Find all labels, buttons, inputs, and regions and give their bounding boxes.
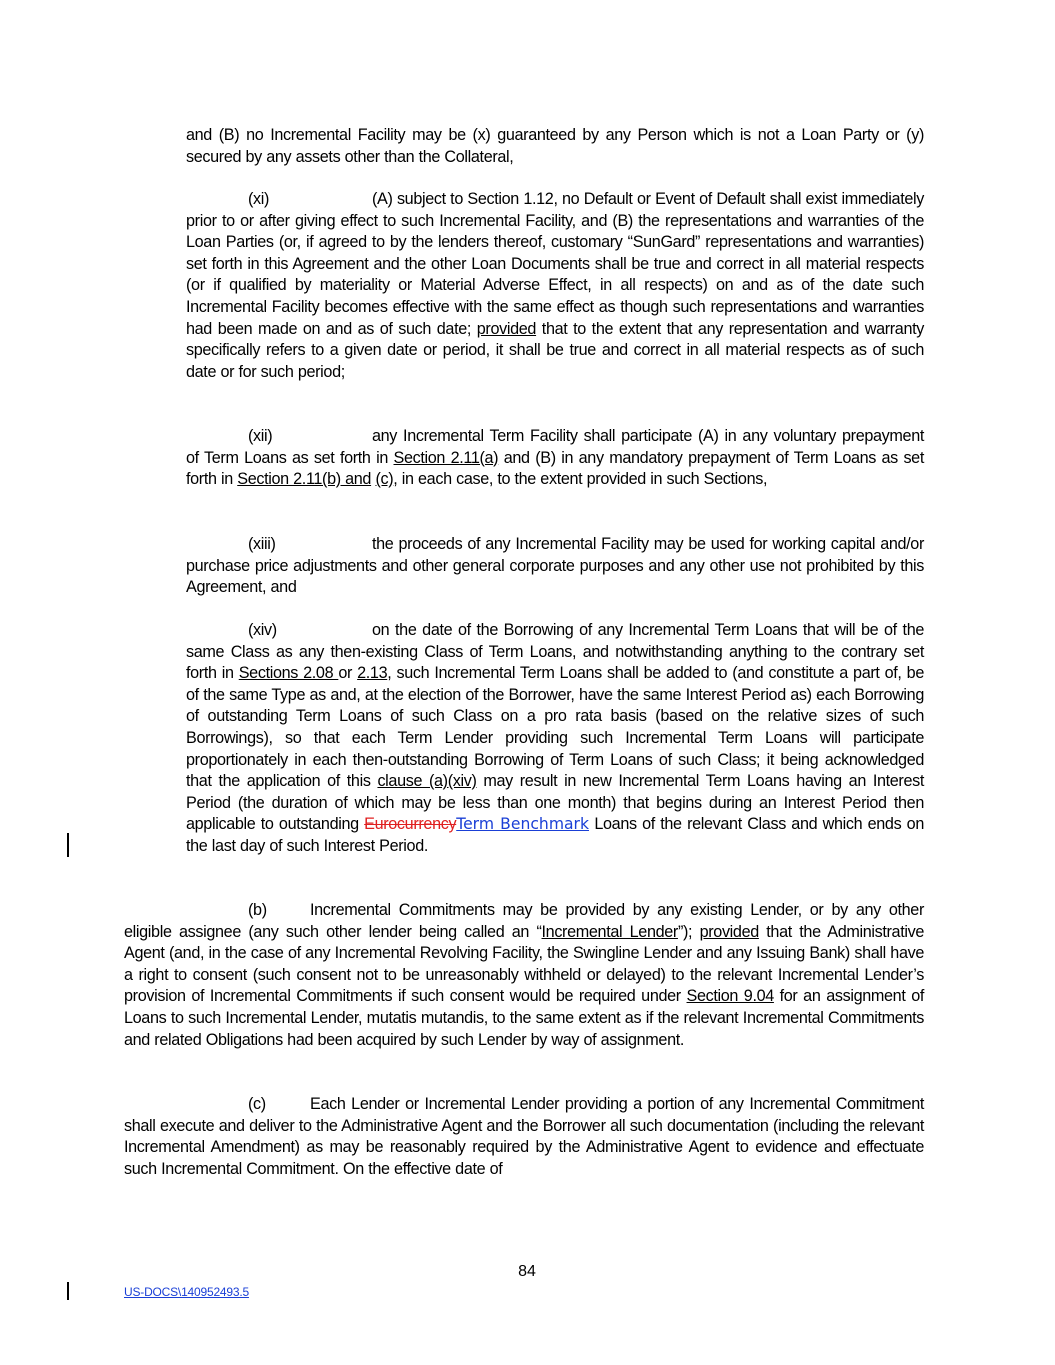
paragraph-number: (b) — [248, 901, 267, 919]
clause-reference: clause (a)(xiv) — [377, 772, 477, 791]
section-reference: (c) — [375, 470, 394, 489]
section-reference: 2.13 — [357, 664, 388, 683]
paragraph-c: (c) Each Lender or Incremental Lender providing a portion of any Incremental Commitment shall execute and deliver to the Administrative Agent and the Borrower all such documentation (including the relevant Incremental Amendment) as may be reasonably required by the Administrative Agent to evidence and effectuate such Incremental Commitment. On the effective date of — [124, 1095, 924, 1178]
section-reference: Section 9.04 — [686, 987, 774, 1006]
clause-number: (xii) — [248, 427, 273, 445]
defined-term: Incremental Lender — [541, 922, 678, 941]
paragraph-continuation: and (B) no Incremental Facility may be (x) guaranteed by any Person which is not a Loan Party or (y) secured by any assets other than the Collateral, — [186, 126, 924, 166]
page-number: 84 — [518, 1263, 536, 1280]
clause-xii: (xii) any Incremental Term Facility shall participate (A) in any voluntary prepayment of Term Loans as set forth in Section 2.11(a) and (B) in any mandatory prepayment of Term Loans as set forth in Section 2.11(b) and (c), in each case, to the extent provided in such Sections, — [186, 427, 924, 489]
section-reference: Sections 2.08 — [238, 664, 339, 683]
provided-term: provided — [476, 319, 537, 338]
inserted-text: Term Benchmark — [456, 815, 590, 834]
provided-term: provided — [699, 922, 759, 941]
clause-xiv: (xiv) on the date of the Borrowing of any Incremental Term Loans that will be of the same Class as any then-existing Class of Term Loans, and notwithstanding anything to the contrary set forth in Sections 2.08 or 2.13, such Incremental Term Loans shall be added to (and constitute a part of, be of the same Type as and, at the election of the Borrower, have the same Interest Period as) each Borrowing of outstanding Term Loans of such Class on a pro rata basis (based on the relative sizes of such Borrowings), so that each Term Lender providing such Incremental Term Loans will participate proportionately in each then-outstanding Borrowing of Term Loans of such Class; it being acknowledged that the application of this clause (a)(xiv) may result in new Incremental Term Loans having an Interest Period (the duration of which may be less than one month) that begins during an Interest Period then applicable to outstanding EurocurrencyTerm Benchmark Loans of the relevant Class and which ends on the last day of such Interest Period. — [186, 621, 925, 855]
section-reference: Section 2.11(b) and — [237, 470, 372, 489]
paragraph-b: (b) Incremental Commitments may be provided by any existing Lender, or by any other eligible assignee (any such other lender being called an “Incremental Lender”); provided that the Administrative Agent (and, in the case of any Incremental Revolving Facility, the Swingline Lender and any Issuing Bank) shall have a right to consent (such consent not to be unreasonably withheld or delayed) to the relevant Incremental Lender’s provision of Incremental Commitments if such consent would be required under Section 9.04 for an assignment of Loans to such Incremental Lender, mutatis mutandis, to the same extent as if the relevant Incremental Commitments and related Obligations had been acquired by such Lender by way of assignment. — [124, 901, 925, 1049]
section-reference: Section 2.11(a) — [393, 448, 499, 467]
clause-xiii: (xiii) the proceeds of any Incremental Facility may be used for working capital and/or purchase price adjustments and other general corporate purposes and any other use not prohibited by this Agreement, and — [186, 535, 924, 597]
deleted-text: Eurocurrency — [364, 815, 457, 834]
clause-number: (xiii) — [248, 535, 276, 553]
clause-number: (xi) — [248, 190, 270, 208]
change-bar — [67, 1282, 69, 1300]
clause-xi: (xi) (A) subject to Section 1.12, no Default or Event of Default shall exist immediately prior to or after giving effect to such Incremental Facility, and (B) the representations and warranties of the Loan Parties (or, if agreed to by the lenders thereof, customary “SunGard” representations and warranties) set forth in this Agreement and the other Loan Documents shall be true and correct in all material respects (or if qualified by materiality or Material Adverse Effect, in all respects) on and as of the date such Incremental Facility becomes effective with the same effect as though such representations and warranties had been made on and as of such date; provided that to the extent that any representation and warranty specifically refers to a given date or period, it shall be true and correct in all material respects as of such date or for such period; — [186, 190, 924, 381]
change-bar — [67, 833, 69, 857]
clause-number: (xiv) — [248, 621, 277, 639]
paragraph-number: (c) — [248, 1095, 266, 1113]
document-id: US-DOCS\140952493.5 — [124, 1285, 249, 1299]
